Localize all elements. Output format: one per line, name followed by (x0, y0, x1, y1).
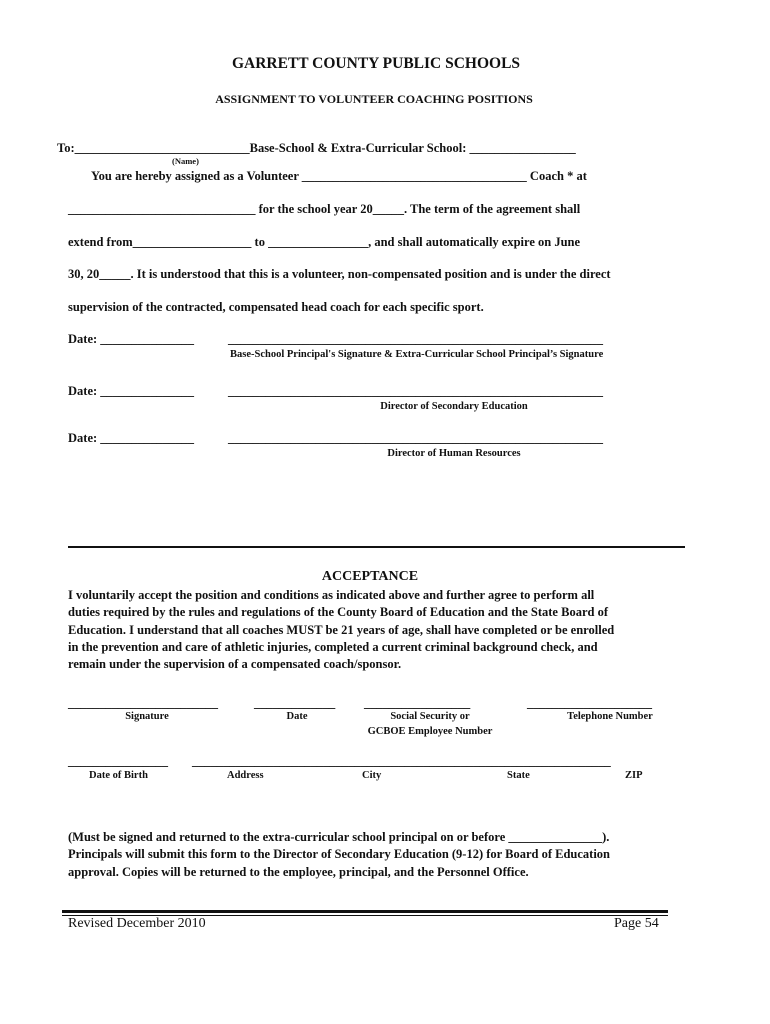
employee-number-caption: GCBOE Employee Number (367, 726, 493, 737)
instructions-line[interactable]: (Must be signed and returned to the extra-curricular school principal on or before _______________). (68, 830, 610, 844)
acceptance-line: duties required by the rules and regulations of the County Board of Education and the State Board of (68, 605, 608, 620)
revised-date: Revised December 2010 (68, 916, 206, 931)
name-caption: (Name) (172, 156, 199, 166)
acceptance-line: in the prevention and care of athletic injuries, completed a current criminal background check, and (68, 639, 598, 654)
zip-caption: ZIP (625, 770, 643, 781)
date-caption: Date (286, 711, 308, 722)
director-hr-signature-line[interactable]: ____________________________________________________________ (228, 431, 603, 445)
employee-signature-line[interactable]: ________________________ (68, 696, 218, 710)
state-caption: State (507, 770, 530, 781)
acceptance-line: I voluntarily accept the position and conditions as indicated above and further agree to perform all (68, 588, 595, 602)
director-secondary-signature-line[interactable]: ____________________________________________________________ (228, 384, 603, 398)
dob-caption: Date of Birth (89, 770, 148, 781)
address-caption: Address (227, 770, 264, 781)
instructions-line: Principals will submit this form to the Director of Secondary Education (9-12) for Board of Education (68, 847, 610, 862)
assignment-line-3[interactable]: extend from___________________ to ________________, and shall automatically expire on June (68, 235, 581, 249)
city-caption: City (362, 770, 382, 781)
page-subtitle: ASSIGNMENT TO VOLUNTEER COACHING POSITIONS (215, 92, 533, 106)
section-divider (68, 546, 685, 548)
telephone-caption: Telephone Number (567, 711, 653, 722)
employee-date-line[interactable]: _____________ (254, 696, 336, 710)
principal-date-field[interactable]: Date: _______________ (68, 332, 195, 346)
employee-ssn-line[interactable]: _________________ (364, 696, 471, 710)
assignment-line-5: supervision of the contracted, compensated head coach for each specific sport. (68, 300, 484, 314)
instructions-line: approval. Copies will be returned to the employee, principal, and the Personnel Office. (68, 864, 529, 879)
director-hr-date-field[interactable]: Date: _______________ (68, 431, 195, 445)
to-line[interactable]: To:____________________________Base-School & Extra-Curricular School: _________________ (57, 141, 576, 155)
footer-rule-thick (62, 910, 668, 913)
address-line[interactable]: ___________________________________________________________________ (192, 754, 611, 768)
page-title: GARRETT COUNTY PUBLIC SCHOOLS (231, 55, 521, 72)
director-hr-caption: Director of Human Resources (387, 448, 521, 459)
acceptance-heading: ACCEPTANCE (321, 569, 419, 584)
assignment-line-2[interactable]: ______________________________ for the school year 20_____. The term of the agreement shall (68, 202, 581, 216)
dob-line[interactable]: ________________ (68, 754, 168, 768)
employee-telephone-line[interactable]: ____________________ (527, 696, 652, 710)
principal-signature-caption: Base-School Principal's Signature & Extra-Curricular School Principal’s Signature (230, 349, 604, 360)
director-secondary-date-field[interactable]: Date: _______________ (68, 384, 195, 398)
principal-signature-line[interactable]: ____________________________________________________________ (228, 332, 603, 346)
ssn-caption: Social Security or (390, 711, 470, 722)
instructions-paragraph (68, 829, 680, 881)
assignment-line-4[interactable]: 30, 20_____. It is understood that this is a volunteer, non-compensated position and is under the direct (68, 267, 611, 281)
director-secondary-caption: Director of Secondary Education (380, 401, 528, 412)
assignment-line-1[interactable]: You are hereby assigned as a Volunteer ____________________________________ Coach * at (91, 169, 587, 183)
acceptance-line: Education. I understand that all coaches MUST be 21 years of age, shall have completed or be enrolled (68, 622, 615, 637)
acceptance-line: remain under the supervision of a compensated coach/sponsor. (68, 657, 402, 672)
acceptance-paragraph (68, 587, 680, 673)
page-number: Page 54 (614, 916, 659, 931)
signature-caption: Signature (125, 711, 169, 722)
